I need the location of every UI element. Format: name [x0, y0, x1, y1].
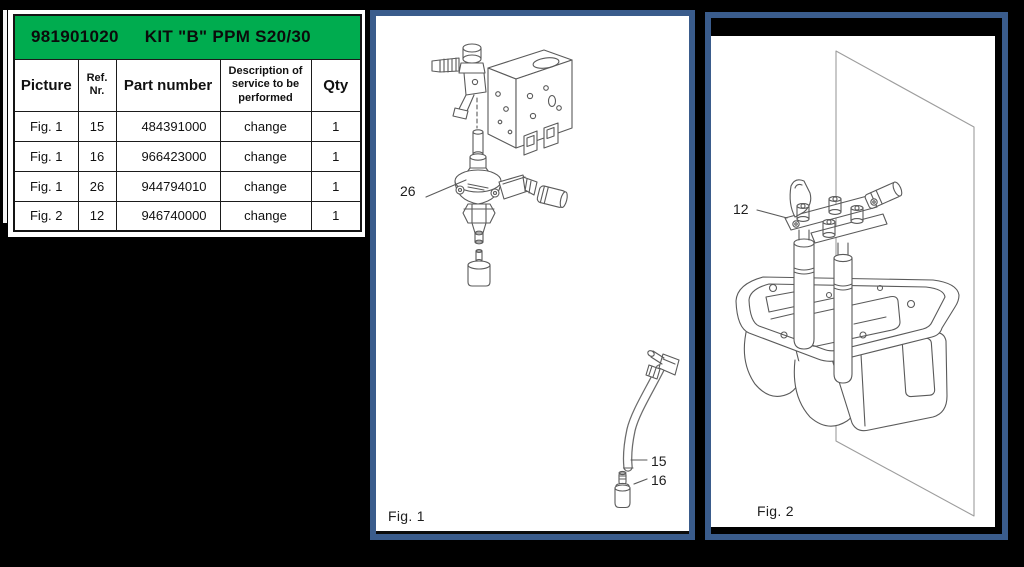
valve-assembly-diagram [376, 16, 689, 531]
scan-edge-artifact [3, 10, 7, 223]
cell-desc: change [220, 171, 311, 201]
cell-qty: 1 [311, 141, 361, 171]
cell-part: 966423000 [116, 141, 220, 171]
figure-1-label: Fig. 1 [388, 508, 425, 524]
cell-desc: change [220, 111, 311, 141]
cell-part: 484391000 [116, 111, 220, 141]
table-header-row [14, 59, 361, 111]
cell-ref: 26 [78, 171, 116, 201]
callout-15: 15 [651, 453, 667, 469]
col-header-ref: Ref. Nr. [78, 59, 116, 111]
cell-desc: change [220, 201, 311, 231]
parts-table [13, 14, 362, 232]
callout-26: 26 [400, 183, 416, 199]
figure-2-drawing-area [711, 36, 995, 527]
col-header-part: Part number [116, 59, 220, 111]
cell-part: 946740000 [116, 201, 220, 231]
cell-ref: 16 [78, 141, 116, 171]
callout-16: 16 [651, 472, 667, 488]
table-row [14, 111, 361, 141]
table-row [14, 171, 361, 201]
kit-code: 981901020 [31, 27, 119, 47]
kit-title-row [14, 15, 361, 59]
cell-qty: 1 [311, 111, 361, 141]
col-header-picture: Picture [14, 59, 78, 111]
table-row [14, 201, 361, 231]
kit-name: KIT "B" PPM S20/30 [144, 27, 311, 47]
parts-table-card [8, 10, 365, 237]
cell-picture: Fig. 1 [14, 111, 78, 141]
cell-ref: 15 [78, 111, 116, 141]
cell-picture: Fig. 2 [14, 201, 78, 231]
cell-picture: Fig. 1 [14, 171, 78, 201]
cell-desc: change [220, 141, 311, 171]
col-header-qty: Qty [311, 59, 361, 111]
cell-part: 944794010 [116, 171, 220, 201]
figure-1-panel [370, 10, 695, 540]
cell-picture: Fig. 1 [14, 141, 78, 171]
machine-base-diagram [711, 36, 995, 527]
figure-1-drawing-area [376, 16, 689, 534]
callout-12: 12 [733, 201, 749, 217]
cell-qty: 1 [311, 171, 361, 201]
col-header-desc: Description of service to be performed [220, 59, 311, 111]
table-row [14, 141, 361, 171]
cell-qty: 1 [311, 201, 361, 231]
cell-ref: 12 [78, 201, 116, 231]
figure-2-panel [705, 12, 1008, 540]
figure-2-label: Fig. 2 [757, 503, 794, 519]
kit-title-cell [14, 15, 361, 59]
